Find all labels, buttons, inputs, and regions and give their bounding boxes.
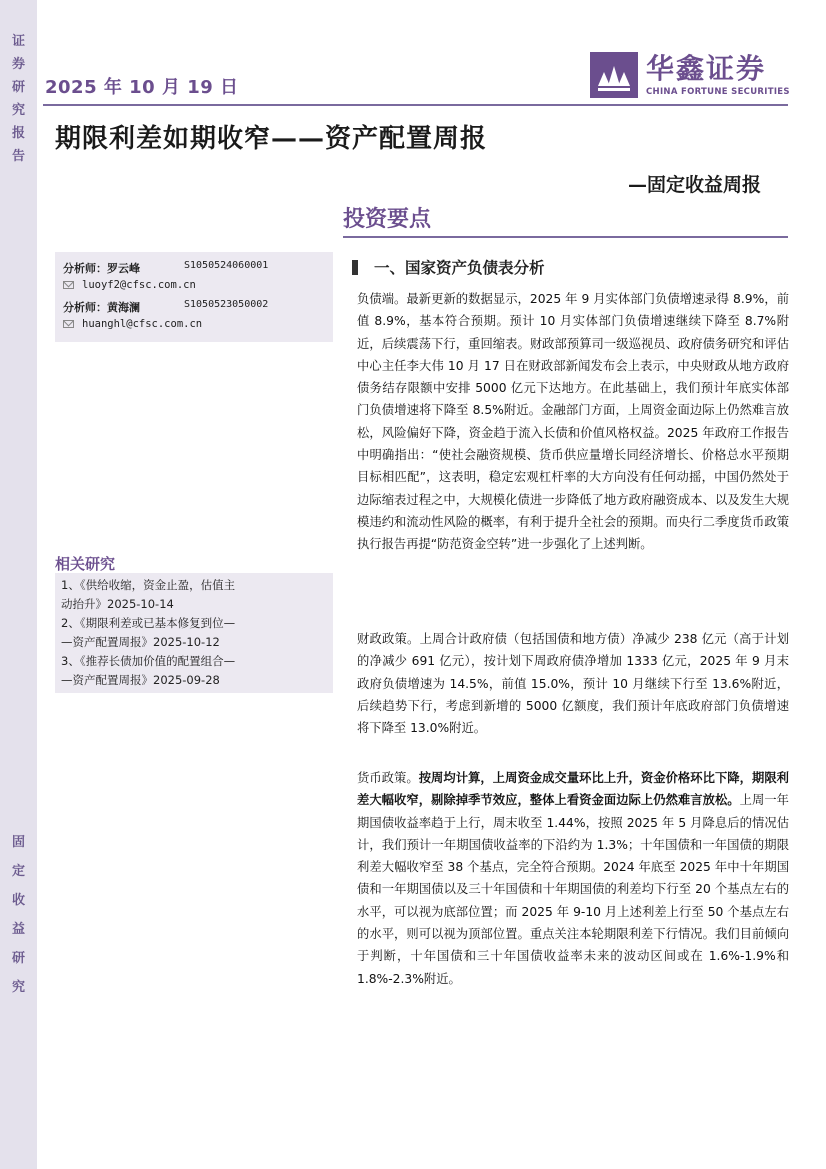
paragraph-lead: 货币政策。	[357, 771, 419, 785]
paragraph-rest: 上周一年期国债收益率趋于上行，周末收至 1.44%，按照 2025 年 5 月降息后的情况估计，我们预计一年期国债收益率的下沿约为 1.3%；十年国债和一年国债的期限利差大幅收窄至 38 个基点，完全符合预期。2024 年底至 2025 年中十年期国债和一年期国债以及三十年国债和十年期国债的利差均下行至 20 个基点左右的水平，可以视为底部位置；而 2025 年 9-10 月上述利差上行至 50 个基点左右的水平，则可以视为顶部位置。重点关注本轮期限利差下行情况。我们目前倾向于判断，十年国债和三十年国债收益率未来的波动区间或在 1.6%-1.9%和 1.8%-2.3%附近。	[357, 793, 789, 986]
sidebar-char: 券	[11, 57, 25, 72]
sidebar-label-report-type	[0, 30, 37, 168]
logo-name-en: CHINA FORTUNE SECURITIES	[646, 87, 790, 97]
logo-emblem-icon	[590, 52, 638, 98]
analyst-email[interactable]: luoyf2@cfsc.com.cn	[82, 279, 196, 291]
related-item-line: 动抬升》2025-10-14	[61, 597, 174, 611]
sidebar-char: 告	[11, 149, 25, 164]
heading-marker-icon	[352, 260, 358, 275]
header-divider	[43, 104, 788, 106]
report-title: 期限利差如期收窄——资产配置周报	[55, 124, 488, 154]
related-item-line: 2、《期限利差或已基本修复到位—	[61, 616, 236, 630]
analyst-cert: S1050523050002	[184, 299, 269, 310]
analyst-email-row	[63, 279, 196, 291]
related-item[interactable]	[61, 652, 326, 690]
related-research-title: 相关研究	[55, 555, 116, 573]
paragraph-fiscal-policy: 财政政策。上周合计政府债（包括国债和地方债）净减少 238 亿元（高于计划的净减少 691 亿元），按计划下周政府债净增加 1333 亿元，2025 年 9 月末政府负债增速为 14.5%，前值 15.0%，预计 10 月继续下行至 13.6%附近，后续趋势下行，考虑到新增的 5000 亿额度，我们预计年底政府部门负债增速将下降至 13.0%附近。	[357, 632, 789, 736]
sidebar-char: 收	[11, 893, 25, 908]
sidebar-char: 究	[11, 103, 25, 118]
related-item[interactable]	[61, 614, 326, 652]
company-logo	[590, 52, 790, 98]
analyst-name: 分析师：罗云峰	[63, 262, 140, 275]
mail-icon	[63, 320, 74, 328]
analyst-row	[63, 299, 269, 315]
sidebar-char: 定	[11, 864, 25, 879]
related-research-box	[55, 573, 333, 693]
related-item[interactable]	[61, 576, 326, 614]
sidebar-char: 研	[11, 951, 25, 966]
paragraph-monetary-policy	[357, 767, 789, 990]
section-header	[343, 196, 788, 238]
related-item-line: 1、《供给收缩，资金止盈，估值主	[61, 578, 236, 592]
related-item-line: —资产配置周报》2025-10-12	[61, 635, 220, 649]
sidebar-char: 固	[11, 835, 25, 850]
paragraph-emphasis: 按周均计算，上周资金成交量环比上升，资金价格环比下降，期限利差大幅收窄，剔除掉季节效应，整体上看资金面边际上仍然难言放松。	[357, 771, 789, 808]
report-subtitle: —固定收益周报	[628, 174, 762, 196]
analyst-cert: S1050524060001	[184, 260, 269, 271]
analyst-email[interactable]: huanghl@cfsc.com.cn	[82, 318, 203, 330]
logo-name-cn: 华鑫证券	[646, 52, 767, 85]
sidebar-label-category	[0, 828, 37, 1002]
related-item-line: 3、《推荐长债加价值的配置组合—	[61, 654, 236, 668]
sidebar-char: 研	[11, 80, 25, 95]
body-heading	[352, 256, 545, 278]
analyst-email-row	[63, 318, 202, 330]
analyst-row	[63, 260, 269, 276]
analyst-box	[55, 252, 333, 342]
sidebar-char: 究	[11, 980, 25, 995]
related-item-line: —资产配置周报》2025-09-28	[61, 673, 220, 687]
paragraph-liabilities: 负债端。最新更新的数据显示，2025 年 9 月实体部门负债增速录得 8.9%，前值 8.9%，基本符合预期。预计 10 月实体部门负债增速继续下降至 8.7%附近，后续震荡下行，重回缩表。财政部预算司一级巡视员、政府债务研究和评估中心主任李大伟 10 月 17 日在财政部新闻发布会上表示，中央财政从地方政府债务结存限额中安排 5000 亿元下达地方。在此基础上，我们预计年底实体部门负债增速将下降至 8.5%附近。金融部门方面，上周资金面边际上仍然难言放松，风险偏好下降，资金趋于流入长债和价值风格权益。2025 年政府工作报告中明确指出：“使社会融资规模、货币供应量增长同经济增长、价格总水平预期目标相匹配”，这表明，稳定宏观杠杆率的大方向没有任何动摇，中国仍然处于边际缩表过程之中，大规模化债进一步降低了地方政府融资成本、以及发生大规模违约和流动性风险的概率，有利于提升全社会的预期。而央行二季度货币政策执行报告再提“防范资金空转”进一步强化了上述判断。	[357, 292, 789, 552]
mail-icon	[63, 281, 74, 289]
sidebar-char: 报	[11, 126, 25, 141]
section-title: 投资要点	[343, 206, 432, 232]
body-heading-text: 一、国家资产负债表分析	[374, 258, 545, 277]
section-divider	[343, 236, 788, 238]
analyst-name: 分析师：黄海澜	[63, 301, 140, 314]
report-date: 2025 年 10 月 19 日	[45, 77, 239, 98]
sidebar-char: 证	[11, 34, 25, 49]
sidebar-char: 益	[11, 922, 25, 937]
